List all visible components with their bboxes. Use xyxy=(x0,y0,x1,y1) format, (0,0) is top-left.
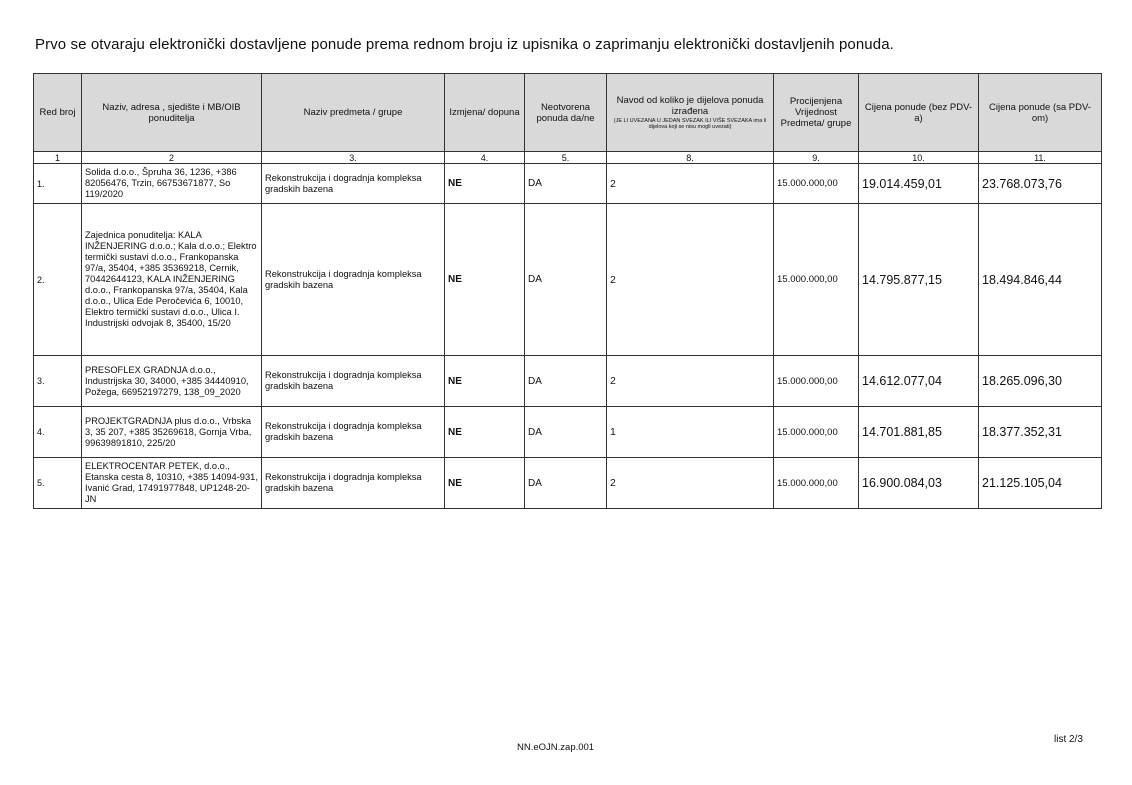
subject-cell: Rekonstrukcija i dogradnja kompleksa gradskih bazena xyxy=(262,407,445,458)
row-number: 2. xyxy=(34,204,82,356)
unopened-cell: DA xyxy=(525,164,607,204)
price-net-cell: 14.612.077,04 xyxy=(859,356,979,407)
header-cijena-bez: Cijena ponude (bez PDV-a) xyxy=(859,74,979,152)
bids-table xyxy=(33,73,1102,509)
parts-cell: 2 xyxy=(607,204,774,356)
subject-cell: Rekonstrukcija i dogradnja kompleksa gradskih bazena xyxy=(262,458,445,509)
price-gross-cell: 18.377.352,31 xyxy=(979,407,1102,458)
header-procijenjena: Procijenjena Vrijednost Predmeta/ grupe xyxy=(774,74,859,152)
parts-cell: 2 xyxy=(607,356,774,407)
header-naziv: Naziv, adresa , sjedište i MB/OIB ponuditelja xyxy=(82,74,262,152)
table-row xyxy=(34,458,1102,509)
price-net-cell: 16.900.084,03 xyxy=(859,458,979,509)
header-neotvorena: Neotvorena ponuda da/ne xyxy=(525,74,607,152)
header-izmjena: Izmjena/ dopuna xyxy=(445,74,525,152)
unopened-cell: DA xyxy=(525,356,607,407)
table-row xyxy=(34,204,1102,356)
row-number: 4. xyxy=(34,407,82,458)
table-row xyxy=(34,407,1102,458)
estimated-value-cell: 15.000.000,00 xyxy=(774,204,859,356)
table-row xyxy=(34,356,1102,407)
header-cijena-sa: Cijena ponude (sa PDV-om) xyxy=(979,74,1102,152)
bidder-cell: Zajednica ponuditelja: KALA INŽENJERING d.o.o.; Kala d.o.o.; Elektro termički sustavi d.o.o., Frankopanska 97/a, 35404, +385 35369218, Cernik, 70442644123, KALA INŽENJERING d.o.o., Frankopanska 97/a, 35404, Kala d.o.o., Ulica Ede Peročevića 6, 10010, Elektro termički sustavi d.o.o., Ulica I. Industrijski odvojak 8, 35400, 15/20 xyxy=(82,204,262,356)
subject-cell: Rekonstrukcija i dogradnja kompleksa gradskih bazena xyxy=(262,356,445,407)
price-gross-cell: 18.494.846,44 xyxy=(979,204,1102,356)
change-cell: NE xyxy=(445,204,525,356)
change-cell: NE xyxy=(445,458,525,509)
page-number: list 2/3 xyxy=(1054,734,1083,745)
subject-cell: Rekonstrukcija i dogradnja kompleksa gradskih bazena xyxy=(262,164,445,204)
column-number: 10. xyxy=(859,152,979,164)
unopened-cell: DA xyxy=(525,204,607,356)
unopened-cell: DA xyxy=(525,407,607,458)
column-number-row xyxy=(34,152,1102,164)
estimated-value-cell: 15.000.000,00 xyxy=(774,356,859,407)
column-number: 11. xyxy=(979,152,1102,164)
estimated-value-cell: 15.000.000,00 xyxy=(774,164,859,204)
form-code: NN.eOJN.zap.001 xyxy=(517,742,595,753)
bidder-cell: ELEKTROCENTAR PETEK, d.o.o., Etanska cesta 8, 10310, +385 14094-931, Ivanić Grad, 17491977848, UP1248-20-JN xyxy=(82,458,262,509)
header-navod xyxy=(607,74,774,152)
parts-cell: 2 xyxy=(607,458,774,509)
change-cell: NE xyxy=(445,356,525,407)
page-title: Prvo se otvaraju elektronički dostavljene ponude prema rednom broju iz upisnika o zaprimanju elektronički dostavljenih ponuda. xyxy=(35,36,894,53)
price-net-cell: 19.014.459,01 xyxy=(859,164,979,204)
parts-cell: 1 xyxy=(607,407,774,458)
bidder-cell: PROJEKTGRADNJA plus d.o.o., Vrbska 3, 35 207, +385 35269618, Gornja Vrba, 99639891810, 225/20 xyxy=(82,407,262,458)
price-net-cell: 14.701.881,85 xyxy=(859,407,979,458)
column-number: 5. xyxy=(525,152,607,164)
subject-cell: Rekonstrukcija i dogradnja kompleksa gradskih bazena xyxy=(262,204,445,356)
estimated-value-cell: 15.000.000,00 xyxy=(774,407,859,458)
row-number: 3. xyxy=(34,356,82,407)
header-predmet: Naziv predmeta / grupe xyxy=(262,74,445,152)
unopened-cell: DA xyxy=(525,458,607,509)
column-number: 1 xyxy=(34,152,82,164)
bidder-cell: PRESOFLEX GRADNJA d.o.o., Industrijska 30, 34000, +385 34440910, Požega, 66952197279, 138_09_2020 xyxy=(82,356,262,407)
column-number: 8. xyxy=(607,152,774,164)
price-gross-cell: 23.768.073,76 xyxy=(979,164,1102,204)
row-number: 1. xyxy=(34,164,82,204)
header-red-broj: Red broj xyxy=(34,74,82,152)
estimated-value-cell: 15.000.000,00 xyxy=(774,458,859,509)
column-number: 2 xyxy=(82,152,262,164)
header-row xyxy=(34,74,1102,152)
column-number: 4. xyxy=(445,152,525,164)
column-number: 3. xyxy=(262,152,445,164)
price-gross-cell: 18.265.096,30 xyxy=(979,356,1102,407)
bidder-cell: Solida d.o.o., Špruha 36, 1236, +386 82056476, Trzin, 66753671877, So 119/2020 xyxy=(82,164,262,204)
header-navod-note: (JE LI UVEZANA U JEDAN SVEZAK ILI VIŠE SVEZAKA ima li dijelova koji se nisu mogli uvezati) xyxy=(613,118,767,130)
change-cell: NE xyxy=(445,407,525,458)
table-row xyxy=(34,164,1102,204)
change-cell: NE xyxy=(445,164,525,204)
price-net-cell: 14.795.877,15 xyxy=(859,204,979,356)
column-number: 9. xyxy=(774,152,859,164)
header-navod-label: Navod od koliko je dijelova ponuda izrađena xyxy=(616,95,764,117)
price-gross-cell: 21.125.105,04 xyxy=(979,458,1102,509)
row-number: 5. xyxy=(34,458,82,509)
parts-cell: 2 xyxy=(607,164,774,204)
